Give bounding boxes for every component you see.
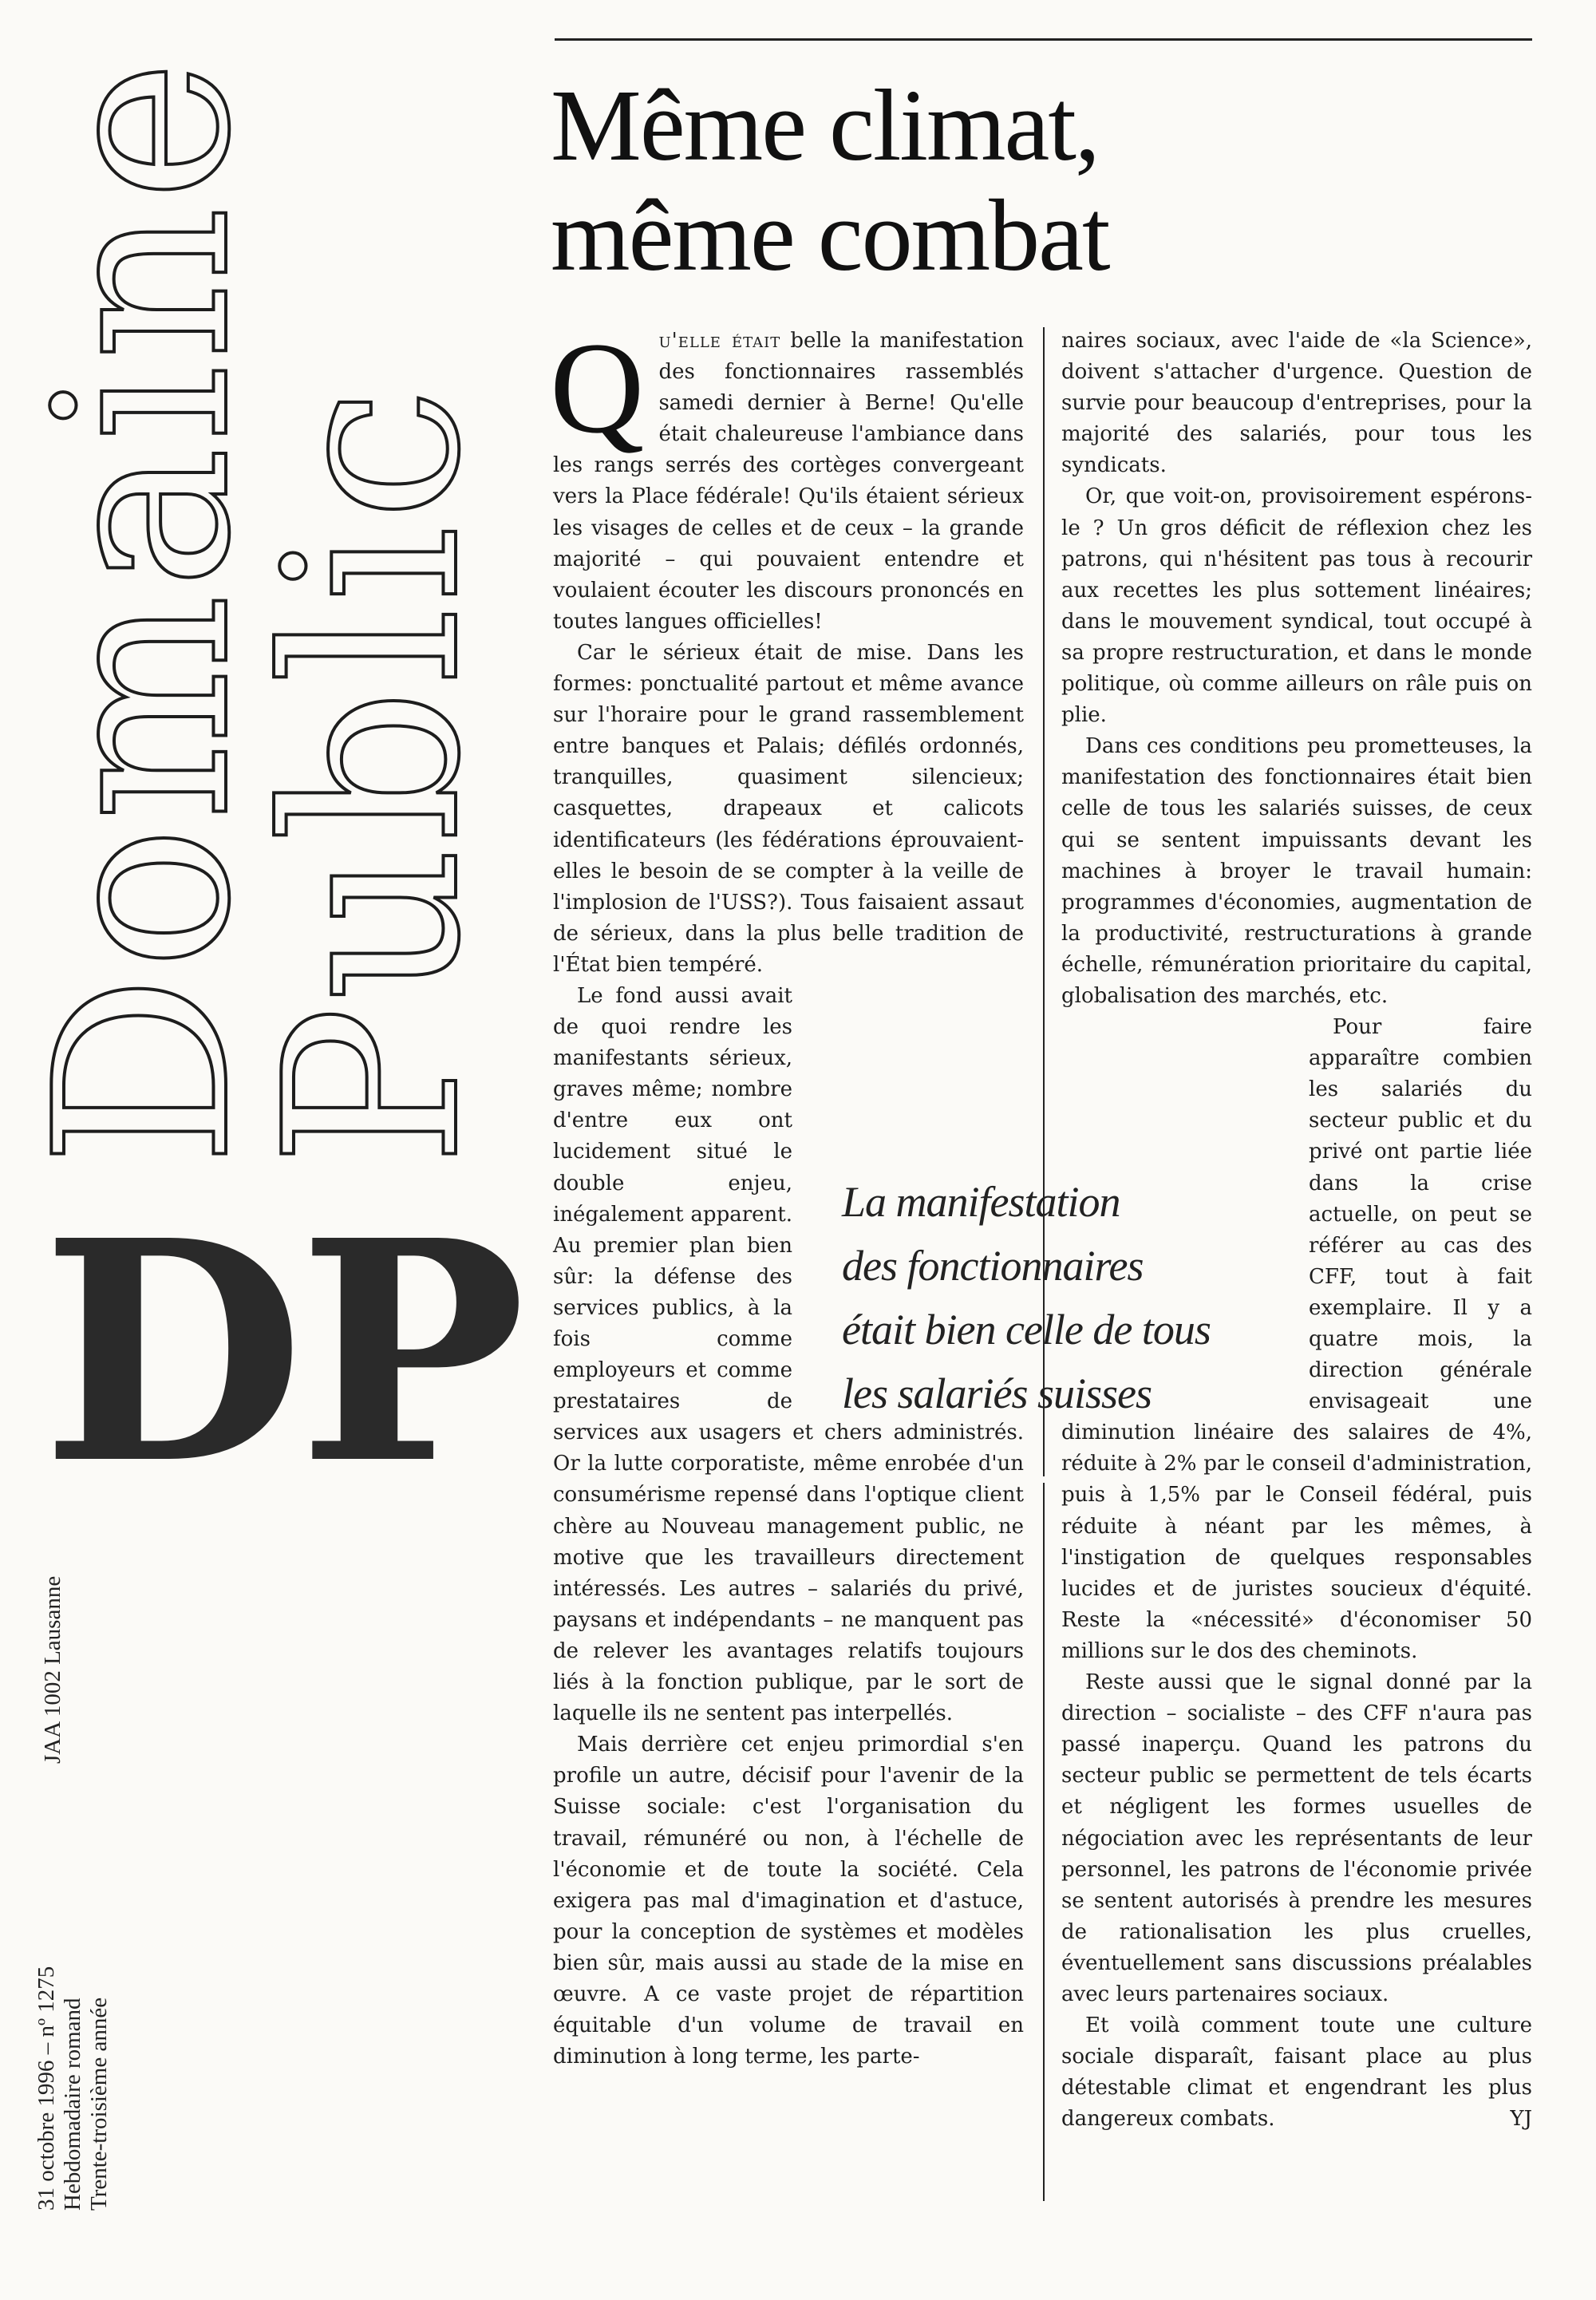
pull-quote-line: était bien celle de tous bbox=[842, 1306, 1211, 1354]
pull-quote-line: La manifestation bbox=[842, 1178, 1120, 1226]
drop-cap: Q bbox=[550, 316, 645, 460]
article-headline bbox=[551, 70, 1532, 290]
masthead-initials-logo: DP bbox=[41, 1174, 520, 1531]
paragraph: Mais derrière cet enjeu primordial s'en profile un autre, décisif pour l'avenir de la Suisse sociale: c'est l'organisation du travail, rémunéré ou non, à l'échelle de l'économie et de toute la société. Cela exigera pas mal d'imagination et d'astuce, pour la conception de systèmes et modèles bien sûr, mais aussi au stade de la mise en œuvre. A ce vaste projet de répartition équitable d'un volume de travail en diminution à long terme, les parte- bbox=[553, 1733, 1024, 2069]
issue-date-number: 31 octobre 1996 – nº 1275 bbox=[34, 1966, 59, 2211]
paragraph: Dans ces conditions peu prometteuses, la manifestation des fonctionnaires était bien celle de tous les salariés suisses, de ceux qui se sentent impuissants devant les machines à broyer le travail humain: programmes d'économies, augmentation de la productivité, restructurations à grande échelle, rémunération prioritaire du capital, globalisation des marchés, etc. bbox=[1061, 734, 1532, 1008]
paragraph-text: Et voilà comment toute une culture sociale disparaît, faisant place au plus détestable climat et engendrant les plus dangereux combats. bbox=[1061, 2013, 1532, 2132]
masthead-title-domaine: Domaine bbox=[4, 54, 282, 1167]
top-rule bbox=[555, 38, 1532, 41]
paragraph bbox=[1061, 2010, 1532, 2135]
headline-line-2: même combat bbox=[551, 179, 1109, 292]
pull-quote-line: des fonctionnaires bbox=[842, 1242, 1144, 1290]
paragraph-text: belle la manifestation des fonctionnaires rassemblés samedi dernier à Berne! Qu'elle était chaleureuse l'ambiance dans les rangs serrés des cortèges convergeant vers la Place fédérale! Qu'ils étaient sérieux les visages de celles et de ceux – la grande majorité – qui pouvaient entendre et voulaient écouter les discours prononcés en toutes langues officielles! bbox=[553, 329, 1024, 634]
paragraph: Or, que voit-on, provisoirement espérons-le ? Un gros déficit de réflexion chez les patrons, qui n'hésitent pas tous à recourir aux recettes les plus sottement linéaires; dans le mouvement syndical, tout occupé à sa propre restructuration, et dans le monde politique, où comme ailleurs on râle puis on plie. bbox=[1061, 484, 1532, 728]
lead-in-smallcaps: u'elle était bbox=[658, 329, 781, 353]
paragraph bbox=[550, 316, 1024, 638]
column-rule-bottom bbox=[1043, 1483, 1045, 2201]
masthead-title-public: Public bbox=[234, 381, 512, 1167]
masthead bbox=[0, 0, 520, 2300]
pull-quote-line: les salariés suisses bbox=[842, 1369, 1152, 1417]
headline-line-1: Même climat, bbox=[551, 69, 1099, 182]
paragraph: Reste aussi que le signal donné par la direction – socialiste – des CFF n'aura pas passé inaperçu. Quand les patrons du secteur public se permettent de tels écarts et négligent les formes usuelles de négociation avec les représentants de leur personnel, les patrons de l'économie privée se sentent autorisés à prendre les mesures de rationalisation les plus cruelles, éventuellement sans discussions préalables avec leurs partenaires sociaux. bbox=[1061, 1670, 1532, 2006]
issue-periodicity: Hebdomadaire romand bbox=[60, 1998, 85, 2211]
issue-year: Trente-troisième année bbox=[86, 1997, 112, 2211]
paragraph: naires sociaux, avec l'aide de «la Science», doivent s'attacher d'urgence. Question de survie pour beaucoup d'entreprises, pour la majorité des salariés, pour tous les syndicats. bbox=[1061, 329, 1532, 478]
issue-info bbox=[34, 1966, 113, 2211]
author-signature: YJ bbox=[1510, 2107, 1532, 2132]
paragraph-text: Pour faire apparaître combien les salariés du secteur public et du privé ont partie liée dans la crise actuelle, on peut se référer au cas des CFF, tout à fait exemplaire. Il y a quatre mois, la direction générale envisageait une diminution linéaire des salaires de 4%, réduite à 2% par le conseil d'administration, puis à 1,5% par le Conseil fédéral, puis réduite à néant par les mêmes, à l'instigation de quelques responsables lucides et de juristes soucieux d'équité. Reste la «nécessité» d'économiser 50 millions sur le dos des cheminots. bbox=[1061, 1015, 1532, 1663]
pull-quote bbox=[842, 1170, 1257, 1425]
paragraph-text: Le fond aussi avait de quoi rendre les manifestants sérieux, graves même; nombre d'entre eux ont lucidement situé le double enjeu, inégalement apparent. Au premier plan bien sûr: la défense des services publics, à la fois comme employeurs et comme prestataires de services aux usagers et chers administrés. Or la lutte corporatiste, même enrobée d'un consumérisme repensé dans l'optique client chère au Nouveau management public, ne motive que les travailleurs directement intéressés. Les autres – salariés du privé, paysans et indépendants – ne manquent pas de relever les avantages relatifs toujours liés à la fonction publique, par le sort de laquelle ils ne sentent pas interpellés. bbox=[553, 983, 1024, 1726]
paragraph: Car le sérieux était de mise. Dans les formes: ponctualité partout et même avance sur l'horaire pour le grand rassemblement entre banques et Palais; défilés ordonnés, tranquilles, quasiment silencieux; casquettes, drapeaux et calicots identificateurs (les fédérations éprouvaient-elles le besoin de se compter à la veille de l'implosion de l'USS?). Tous faisaient assaut de sérieux, dans la plus belle tradition de l'État bien tempéré. bbox=[553, 640, 1024, 977]
postal-code-line: JAA 1002 Lausanne bbox=[40, 1575, 65, 1764]
